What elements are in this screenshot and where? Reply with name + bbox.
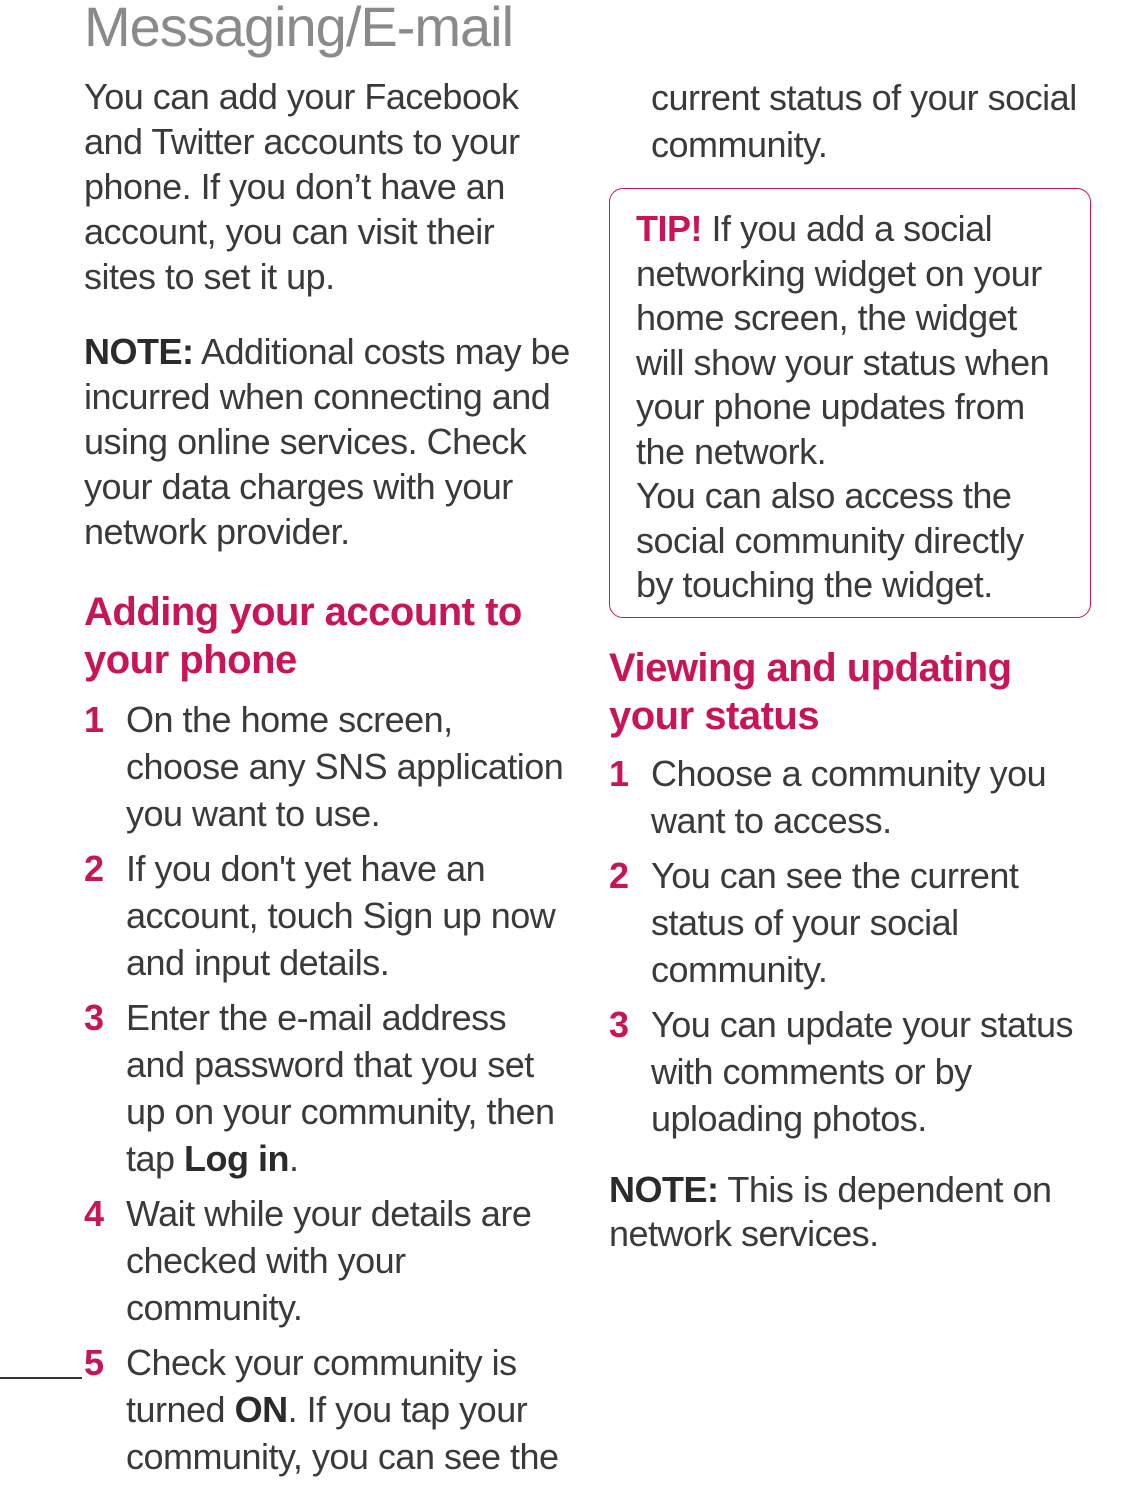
step-text: Check your community is turned bbox=[126, 1342, 517, 1430]
step-text: If you don't yet have an account, touch Sign up now and input details. bbox=[126, 848, 556, 983]
step-number: 3 bbox=[84, 997, 104, 1038]
footer-rule bbox=[0, 1377, 82, 1379]
step-item bbox=[609, 1001, 1093, 1142]
step-number: 5 bbox=[84, 1342, 104, 1383]
step-item bbox=[84, 994, 574, 1182]
step-item bbox=[609, 852, 1093, 993]
intro-paragraph: You can add your Facebook and Twitter accounts to your phone. If you don’t have an account, you can visit their sites to set it up. bbox=[84, 76, 520, 297]
note-text: Additional costs may be incurred when connecting and using online services. Check your data charges with your network provider. bbox=[84, 331, 570, 552]
tip-text: If you add a social networking widget on your home screen, the widget will show your status when your phone updates from the network. bbox=[636, 208, 1050, 472]
step-text: Wait while your details are checked with your community. bbox=[126, 1193, 532, 1328]
step-text: You can update your status with comments or by uploading photos. bbox=[651, 1004, 1073, 1139]
right-column bbox=[609, 74, 1093, 168]
page-title: Messaging/E-mail bbox=[84, 0, 514, 58]
step-item bbox=[84, 845, 574, 986]
step-number: 4 bbox=[84, 1193, 104, 1234]
step-number: 3 bbox=[609, 1004, 629, 1045]
steps-list-viewing-status bbox=[609, 750, 1093, 1142]
step-text: Enter the e-mail address and password that you set up on your community, then tap bbox=[126, 997, 555, 1179]
step-text: Choose a community you want to access. bbox=[651, 753, 1047, 841]
right-column-lower bbox=[609, 644, 1093, 1256]
step-number: 1 bbox=[609, 753, 629, 794]
step-text-end: . If you tap your community, you can see the bbox=[126, 1389, 559, 1477]
step-number: 1 bbox=[84, 699, 104, 740]
step-number: 2 bbox=[84, 848, 104, 889]
tip-paragraph bbox=[636, 207, 1064, 474]
section-heading-adding-account: Adding your account to your phone bbox=[84, 590, 522, 682]
step-item bbox=[84, 1339, 574, 1480]
step-item bbox=[84, 1190, 574, 1331]
left-column bbox=[84, 74, 574, 1488]
note-paragraph bbox=[84, 329, 574, 554]
step-number: 2 bbox=[609, 855, 629, 896]
tip-paragraph-2: You can also access the social community directly by touching the widget. bbox=[636, 475, 1024, 605]
note-label: NOTE: bbox=[609, 1169, 719, 1210]
steps-list-adding-account bbox=[84, 696, 574, 1480]
step-text: You can see the current status of your social community. bbox=[651, 855, 1019, 990]
step-item bbox=[84, 696, 574, 837]
step-bold-text: ON bbox=[234, 1389, 288, 1430]
step-continuation: current status of your social community. bbox=[651, 77, 1077, 165]
step-bold-text: Log in bbox=[184, 1138, 290, 1179]
note-paragraph-right bbox=[609, 1168, 1093, 1256]
step-text-end: . bbox=[289, 1138, 299, 1179]
note-label: NOTE: bbox=[84, 331, 194, 372]
step-item bbox=[609, 750, 1093, 844]
tip-box bbox=[609, 188, 1091, 618]
step-text: On the home screen, choose any SNS application you want to use. bbox=[126, 699, 564, 834]
note-text: This is dependent on network services. bbox=[609, 1169, 1052, 1254]
section-heading-viewing-status: Viewing and updating your status bbox=[609, 646, 1012, 738]
tip-label: TIP! bbox=[636, 208, 702, 249]
